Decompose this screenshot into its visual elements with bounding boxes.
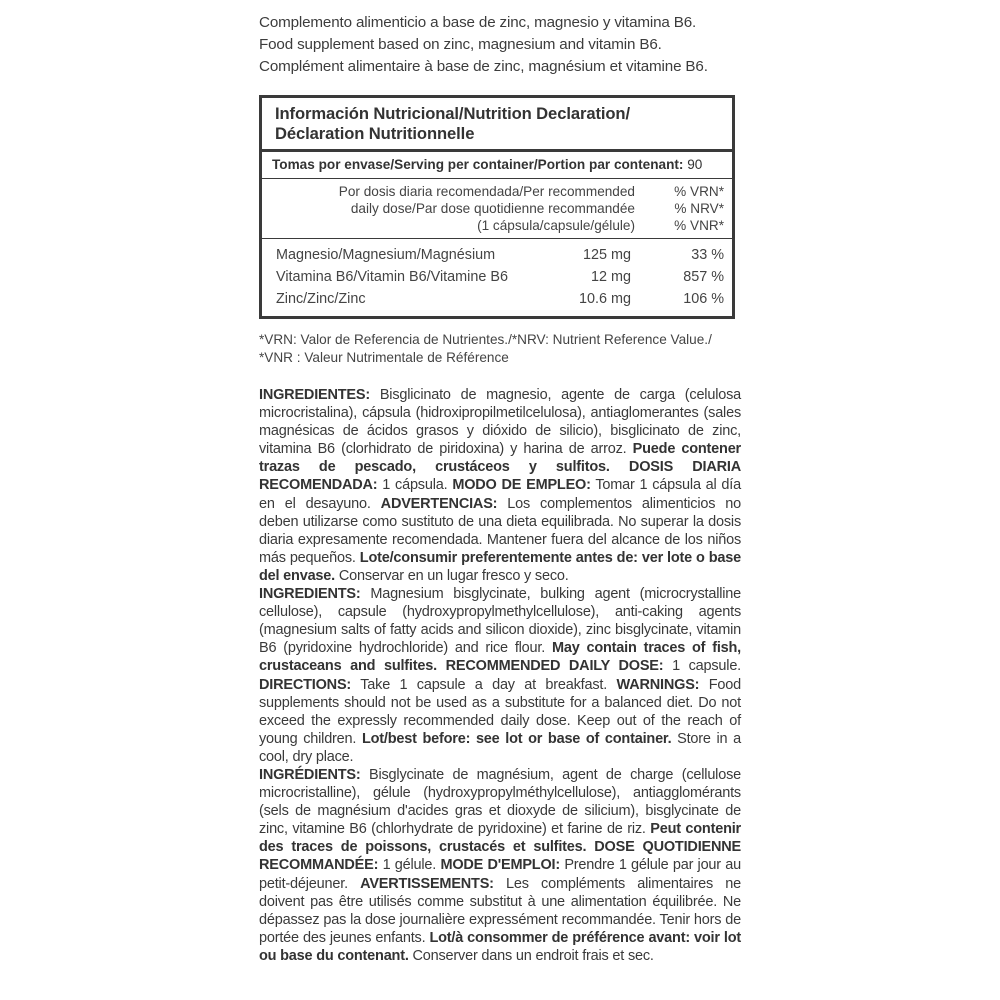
label: WARNINGS: [616,676,700,693]
nutrient-row-zinc [276,288,724,310]
text: 1 cápsula. [377,477,453,494]
nutrient-amount: 10.6 mg [579,291,631,307]
text: Les compléments alimentaires ne doivent pas être utilisés comme substitut à une alimentation équilibrée. Ne dépassez pas la dose journalière expressément recommandée. Tenir hors de portée des jeunes enfants. [259,875,741,946]
nutrient-amount: 12 mg [591,269,631,285]
label: MODO DE EMPLEO: [452,477,591,494]
label: DOSIS DIARIA RECOMENDADA: [259,459,742,494]
nutrient-percent: 106 % [683,291,724,307]
label: RECOMMENDED DAILY DOSE: [436,658,664,675]
allergen-warning: May contain traces of fish, crustaceans and sulfites. [259,640,742,675]
text: Magnesium bisglycinate, bulking agent (microcrystalline cellulose), capsule (hydroxypropylmethylcellulose), anti-caking agents (magnesium salts of fatty acids and silicon dioxide), zinc bisglycinate, vitamin B6 (pyridoxine hydrochloride) and rice flour. [259,586,741,657]
nutrition-table [259,95,735,319]
allergen-warning: Puede contener trazas de pescado, crustáceos y sulfitos. [259,441,742,476]
text: Conservar en un lugar fresco y seco. [335,567,569,584]
description-en: Food supplement based on zinc, magnesium and vitamin B6. [259,36,662,53]
nutrient-name: Magnesio/Magnesium/Magnésium [276,247,496,263]
nutrient-rows [262,239,732,316]
per-dose-header [272,183,669,234]
label: INGREDIENTS: [259,586,361,603]
ingredients-es [259,386,741,585]
label: INGRÉDIENTS: [259,766,361,783]
nutrient-amount: 125 mg [583,247,631,263]
servings-per-container [262,152,732,178]
text: 1 gélule. [378,857,441,874]
footnote-line: *VNR : Valeur Nutrimentale de Référence [259,350,509,365]
reference-footnote [259,331,741,367]
per-dose-header-line: daily dose/Par dose quotidienne recommandée [350,201,635,216]
label-sheet [259,12,741,965]
servings-label: Tomas por envase/Serving per container/Portion par contenant: [272,157,684,172]
text: Prendre 1 gélule par jour au petit-déjeuner. [259,857,741,892]
reference-value-label: % NRV* [674,201,724,216]
label: DIRECTIONS: [259,676,352,693]
label: DOSE QUOTIDIENNE RECOMMANDÉE: [259,839,742,874]
allergen-warning: Peut contenir des traces de poissons, crustacés et sulfites. [259,821,741,856]
description-fr: Complément alimentaire à base de zinc, magnésium et vitamine B6. [259,58,708,75]
reference-value-header [669,183,724,234]
lot-info: Lot/best before: see lot or base of container. [361,730,672,747]
description-es: Complemento alimenticio a base de zinc, magnesio y vitamina B6. [259,14,697,31]
lot-info: Lot/à consommer de préférence avant: voir lot ou base du contenant. [259,929,741,964]
text: Los complementos alimenticios no deben utilizarse como sustituto de una dieta equilibrada. No superar la dosis diaria expresamente recomendada. Mantener fuera del alcance de los niños más pequeños. [259,495,741,566]
ingredients-en [259,585,741,766]
nutrient-percent: 857 % [683,269,724,285]
text: Food supplements should not be used as a substitute for a balanced diet. Do not exceed the expressly recommended daily dose. Keep out of the reach of young children. [259,676,741,747]
nutrient-name: Vitamina B6/Vitamin B6/Vitamine B6 [276,269,508,285]
text: Tomar 1 cápsula al día en el desayuno. [259,477,741,512]
label: ADVERTENCIAS: [380,495,498,512]
reference-value-label: % VNR* [674,218,724,233]
footnote-line: *VRN: Valor de Referencia de Nutrientes./*NRV: Nutrient Reference Value./ [259,332,712,347]
nutrient-name: Zinc/Zinc/Zinc [276,291,366,307]
text: 1 capsule. [663,658,742,675]
nutrient-row-vitamin-b6 [276,266,724,288]
nutrition-header [262,179,732,238]
per-dose-header-line: (1 cápsula/capsule/gélule) [477,218,635,233]
text: Take 1 capsule a day at breakfast. [351,676,617,693]
text: Bisglycinate de magnésium, agent de charge (cellulose microcristalline), gélule (hydroxypropylméthylcellulose), antiagglomérants (sels de magnésium d'acides gras et dioxyde de silicium), bisglycinate de zinc, vitamine B6 (chlorhydrate de pyridoxine) et farine de riz. [259,766,741,838]
reference-value-label: % VRN* [674,184,724,199]
lot-info: Lote/consumir preferentemente antes de: ver lote o base del envase. [259,549,741,584]
label: INGREDIENTES: [259,387,370,403]
per-dose-header-line: Por dosis diaria recomendada/Per recommended [338,184,635,199]
text: Conserver dans un endroit frais et sec. [408,947,654,964]
nutrition-title-line-1: Información Nutricional/Nutrition Declaration/ [275,104,630,123]
ingredients-fr [259,766,741,965]
text: Store in a cool, dry place. [259,730,741,765]
label: AVERTISSEMENTS: [360,875,494,892]
nutrition-title-line-2: Déclaration Nutritionnelle [275,124,475,143]
product-description [259,12,741,78]
ingredients-section [259,386,741,965]
nutrient-row-magnesium [276,244,724,266]
label: MODE D'EMPLOI: [440,857,560,874]
nutrition-title [262,98,732,149]
nutrient-percent: 33 % [691,247,724,263]
servings-value: 90 [687,157,703,172]
text: Bisglicinato de magnesio, agente de carga (celulosa microcristalina), cápsula (hidroxipropilmetilcelulosa), antiaglomerantes (sales magnésicas de ácidos grasos y dióxido de silicio), bisglicinato de zinc, vitamina B6 (clorhidrato de piridoxina) y harina de arroz. [259,387,741,458]
